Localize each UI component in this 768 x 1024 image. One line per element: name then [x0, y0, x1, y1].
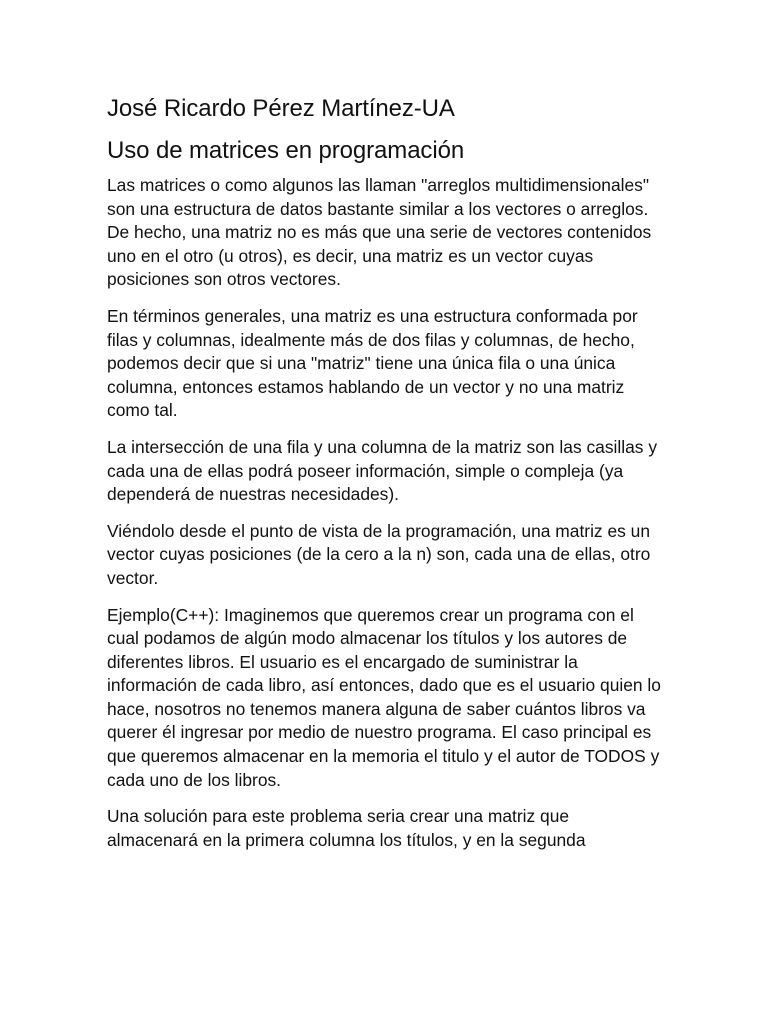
paragraph-4: Viéndolo desde el punto de vista de la programación, una matriz es un vector cuyas posiciones (de la cero a la n) son, cada una de ellas, otro vector.	[107, 520, 651, 588]
paragraph-1: Las matrices o como algunos las llaman "arreglos multidimensionales" son una estructura de datos bastante similar a los vectores o arreglos. De hecho, una matriz no es más que una serie de vectores contenidos uno en el otro (u otros), es decir, una matriz es un vector cuyas posiciones son otros vectores.	[107, 175, 652, 290]
paragraph-3: La intersección de una fila y una columna de la matriz son las casillas y cada una de ellas podrá poseer información, simple o compleja (ya dependerá de nuestras necesidades).	[107, 436, 658, 505]
paragraph-5: Ejemplo(C++): Imaginemos que queremos crear un programa con el cual podamos de algún modo almacenar los títulos y los autores de diferentes libros. El usuario es el encargado de suministrar la información de cada libro, así entonces, dado que es el usuario quien lo hace, nosotros no tenemos manera alguna de saber cuántos libros va querer él ingresar por medio de nuestro programa. El caso principal es que queremos almacenar en la memoria el titulo y el autor de TODOS y cada uno de los libros.	[107, 604, 661, 790]
paragraph-2: En términos generales, una matriz es una estructura conformada por filas y columnas, idealmente más de dos filas y columnas, de hecho, podemos decir que si una "matriz" tiene una única fila o una única columna, entonces estamos hablando de un vector y no una matriz como tal.	[107, 305, 638, 421]
author-heading: José Ricardo Pérez Martínez-UA	[107, 95, 455, 122]
paragraph-6: Una solución para este problema seria crear una matriz que almacenará en la primera columna los títulos, y en la segunda	[107, 806, 586, 850]
document-title: Uso de matrices en programación	[107, 137, 465, 164]
